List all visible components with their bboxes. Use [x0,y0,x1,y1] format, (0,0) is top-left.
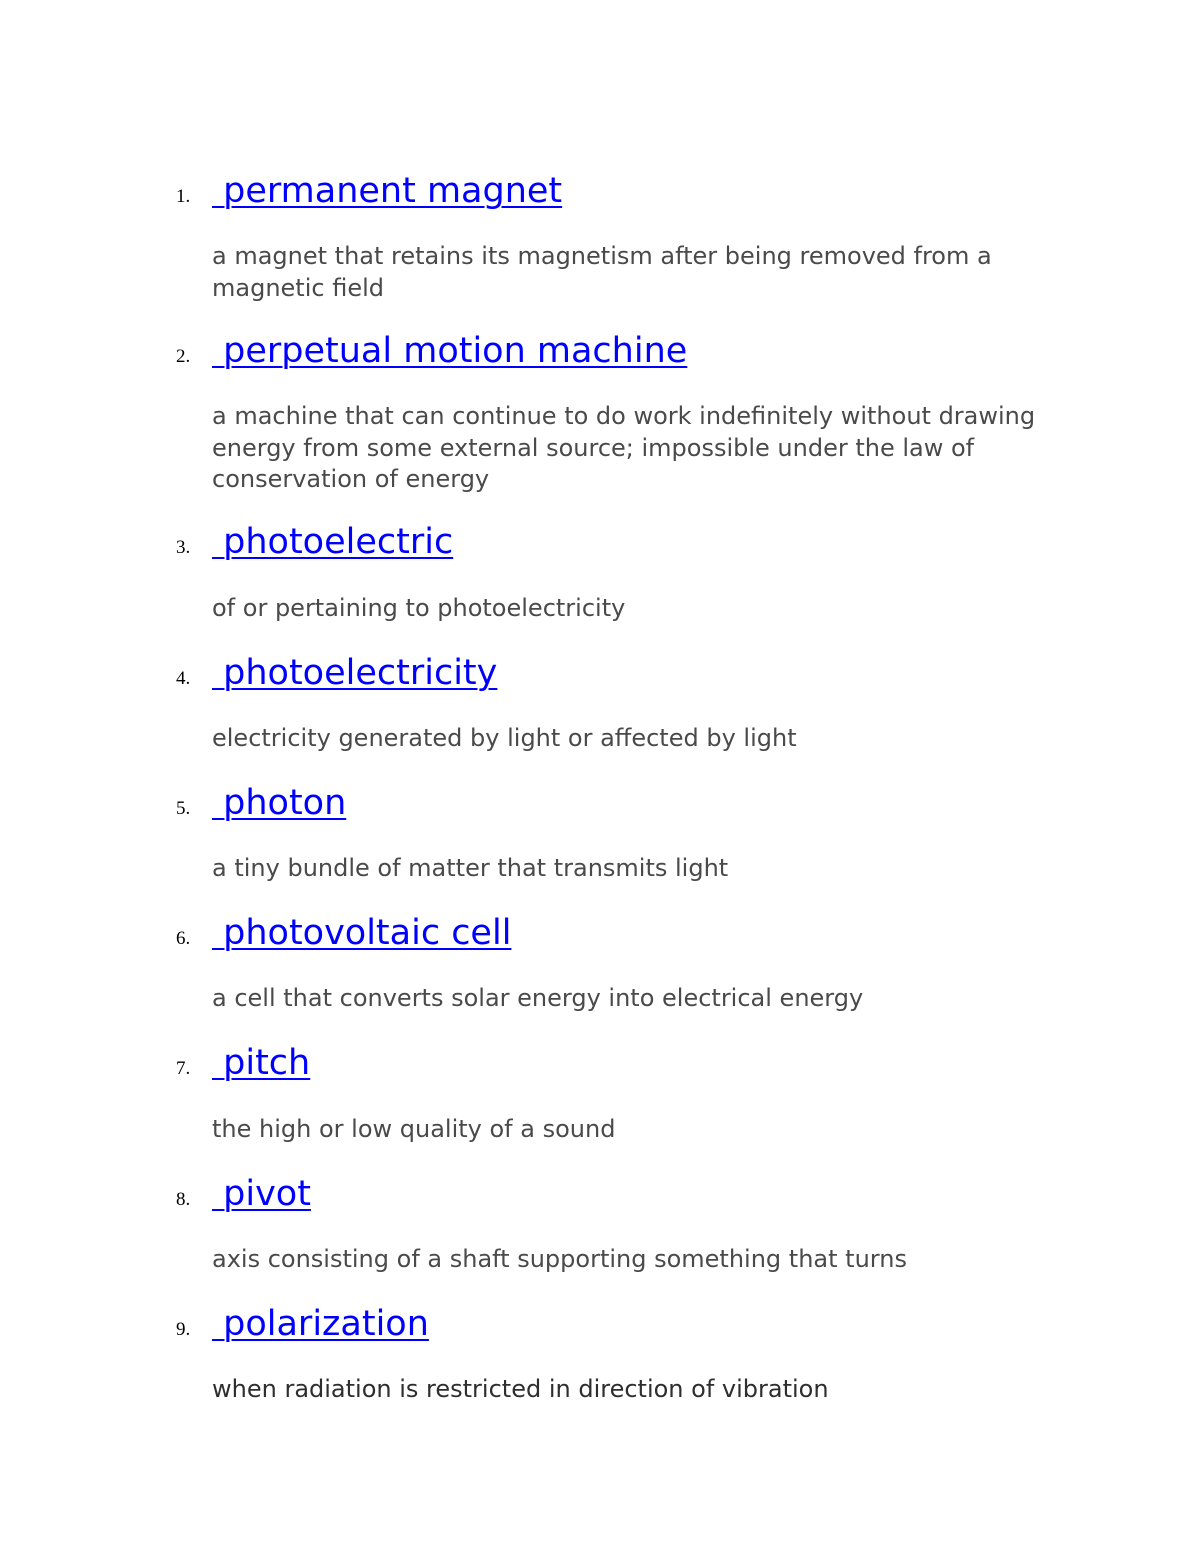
term-definition: when radiation is restricted in direction of vibration [212,1375,829,1403]
entry-number: 4. [176,668,191,689]
entry-number: 2. [176,346,191,367]
term-link[interactable]: pitch [212,1043,311,1083]
term-link[interactable]: photon [212,783,347,823]
term-definition: a cell that converts solar energy into electrical energy [212,984,864,1012]
term-link[interactable]: polarization [212,1304,429,1344]
term-definition: axis consisting of a shaft supporting something that turns [212,1245,907,1273]
term-link[interactable]: photoelectric [212,522,454,562]
term-definition: of or pertaining to photoelectricity [212,594,626,622]
term-definition: a magnet that retains its magnetism after being removed from a magnetic field [212,242,992,302]
term-link[interactable]: perpetual motion machine [212,331,688,371]
entry-number: 8. [176,1189,191,1210]
term-link[interactable]: photovoltaic cell [212,913,512,953]
entry-number: 9. [176,1319,191,1340]
term-definition: a machine that can continue to do work indefinitely without drawing energy from some external source; impossible under the law of conservation of energy [212,402,1036,493]
term-link[interactable]: permanent magnet [212,171,563,211]
term-link[interactable]: photoelectricity [212,653,498,693]
entry-number: 5. [176,798,191,819]
entry-number: 6. [176,928,191,949]
term-link[interactable]: pivot [212,1174,311,1214]
entry-number: 3. [176,537,191,558]
term-definition: a tiny bundle of matter that transmits light [212,854,729,882]
entry-number: 1. [176,186,191,207]
term-definition: electricity generated by light or affected by light [212,724,797,752]
term-definition: the high or low quality of a sound [212,1115,616,1143]
entry-number: 7. [176,1058,191,1079]
